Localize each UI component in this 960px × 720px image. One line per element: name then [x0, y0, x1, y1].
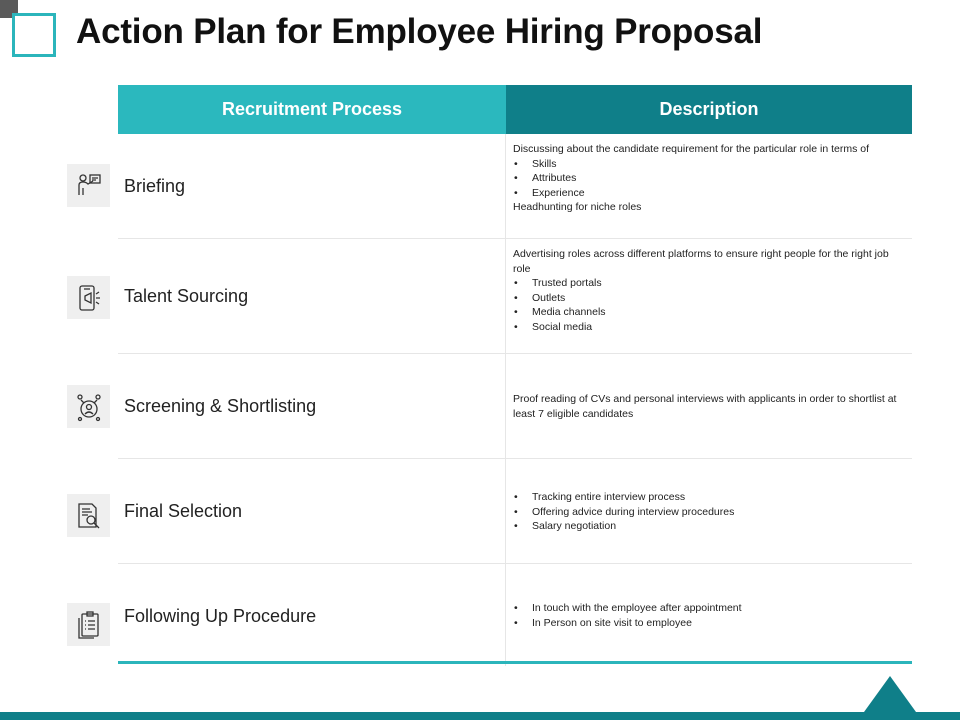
table-bottom-rule [118, 661, 912, 664]
description-intro: Discussing about the candidate requirement for the particular role in terms of [513, 143, 870, 155]
table-row [118, 354, 912, 459]
bullet-item: • Trusted portals [513, 276, 898, 291]
header-recruitment-process: Recruitment Process [118, 85, 506, 134]
description-outro: Headhunting for niche roles [513, 201, 642, 213]
table-row [118, 564, 912, 666]
page-title: Action Plan for Employee Hiring Proposal [76, 12, 763, 51]
description-intro: Proof reading of CVs and personal interviews with applicants in order to shortlist at least 7 eligible candidates [513, 393, 897, 420]
description-bullets [513, 490, 898, 534]
process-cell [118, 564, 506, 666]
description-cell [506, 564, 912, 666]
bullet-item: • Social media [513, 320, 898, 335]
recruitment-table [118, 85, 912, 666]
bullet-item: • Experience [513, 186, 898, 201]
description-bullets [513, 601, 898, 630]
process-name: Talent Sourcing [124, 286, 249, 306]
document-search-icon [67, 494, 110, 537]
description-intro: Advertising roles across different platforms to ensure right people for the right job role [513, 248, 889, 275]
process-cell [118, 459, 506, 563]
presenter-icon [67, 164, 110, 207]
table-row [118, 239, 912, 354]
bullet-item: • Media channels [513, 305, 898, 320]
clipboard-checklist-icon [67, 603, 110, 646]
description-cell [506, 459, 912, 563]
process-name: Briefing [124, 176, 186, 196]
bullet-item: • Offering advice during interview procedures [513, 505, 898, 520]
description-cell [506, 239, 912, 353]
process-name: Screening & Shortlisting [124, 396, 317, 416]
bullet-item: • Salary negotiation [513, 519, 898, 534]
bullet-item: • In Person on site visit to employee [513, 616, 898, 631]
footer-triangle [864, 676, 916, 712]
process-name: Following Up Procedure [124, 606, 317, 626]
description-cell [506, 354, 912, 458]
footer-band [0, 712, 960, 720]
description-bullets [513, 157, 898, 201]
description-bullets [513, 276, 898, 334]
process-cell [118, 239, 506, 353]
bullet-item: • Outlets [513, 291, 898, 306]
process-cell [118, 354, 506, 458]
process-cell [118, 134, 506, 238]
description-cell [506, 134, 912, 238]
table-row [118, 459, 912, 564]
header-description: Description [506, 85, 912, 134]
bullet-item: • Attributes [513, 171, 898, 186]
corner-accent-square [12, 13, 56, 57]
process-name: Final Selection [124, 501, 243, 521]
mobile-megaphone-icon [67, 276, 110, 319]
table-header [118, 85, 912, 134]
bullet-item: • In touch with the employee after appointment [513, 601, 898, 616]
bullet-item: • Tracking entire interview process [513, 490, 898, 505]
table-row [118, 134, 912, 239]
candidate-target-icon [67, 385, 110, 428]
bullet-item: • Skills [513, 157, 898, 172]
